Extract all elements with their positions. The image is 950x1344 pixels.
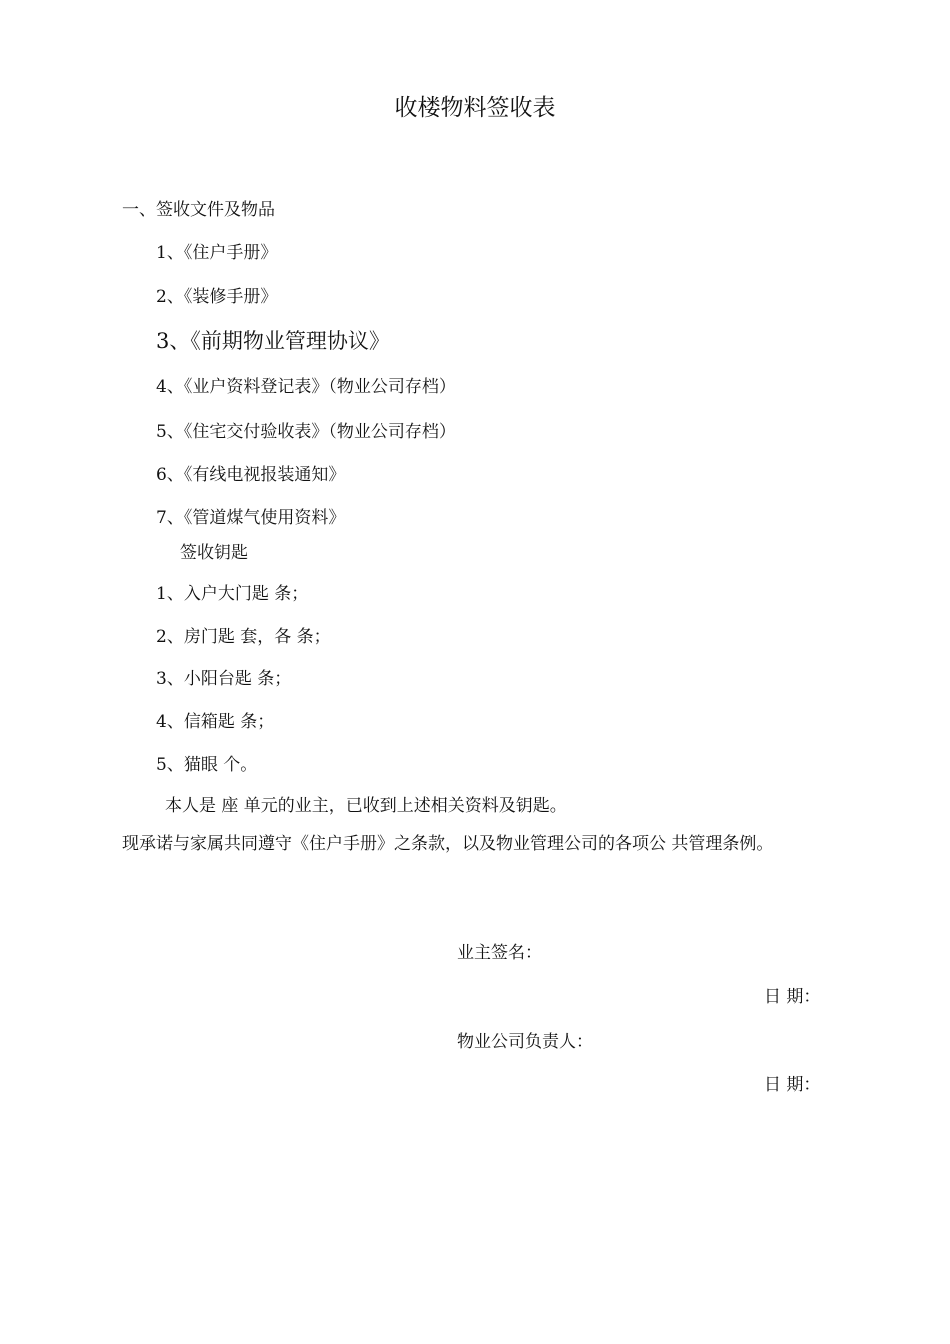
- owner-date-label: 日 期：: [764, 987, 821, 1007]
- document-item: 5、《住宅交付验收表》（物业公司存档）: [156, 422, 456, 442]
- commitment-paragraph: 现承诺与家属共同遵守《住户手册》之条款，以及物业管理公司的各项公 共管理条例。: [122, 834, 774, 854]
- owner-statement: 本人是 座 单元的业主，已收到上述相关资料及钥匙。: [165, 796, 567, 816]
- document-title: 收楼物料签收表: [394, 95, 556, 121]
- document-item: 7、《管道煤气使用资料》: [156, 508, 346, 528]
- section-heading-documents: 一、签收文件及物品: [122, 200, 275, 220]
- manager-date-label: 日 期：: [764, 1075, 821, 1095]
- section-heading-keys: 签收钥匙: [180, 543, 248, 563]
- key-item: 1、入户大门匙 条；: [156, 584, 309, 604]
- key-item: 2、房门匙 套，各 条；: [156, 627, 331, 647]
- manager-signature-label: 物业公司负责人：: [457, 1032, 593, 1052]
- document-item: 4、《业户资料登记表》（物业公司存档）: [156, 377, 456, 397]
- document-item: 2、《装修手册》: [156, 287, 278, 307]
- key-item: 5、猫眼 个。: [156, 755, 258, 775]
- document-item: 1、《住户手册》: [156, 243, 278, 263]
- key-item: 3、小阳台匙 条；: [156, 669, 292, 689]
- key-item: 4、信箱匙 条；: [156, 712, 275, 732]
- document-item: 6、《有线电视报装通知》: [156, 465, 346, 485]
- owner-signature-label: 业主签名：: [457, 943, 542, 963]
- document-item: 3、《前期物业管理协议》: [156, 329, 390, 353]
